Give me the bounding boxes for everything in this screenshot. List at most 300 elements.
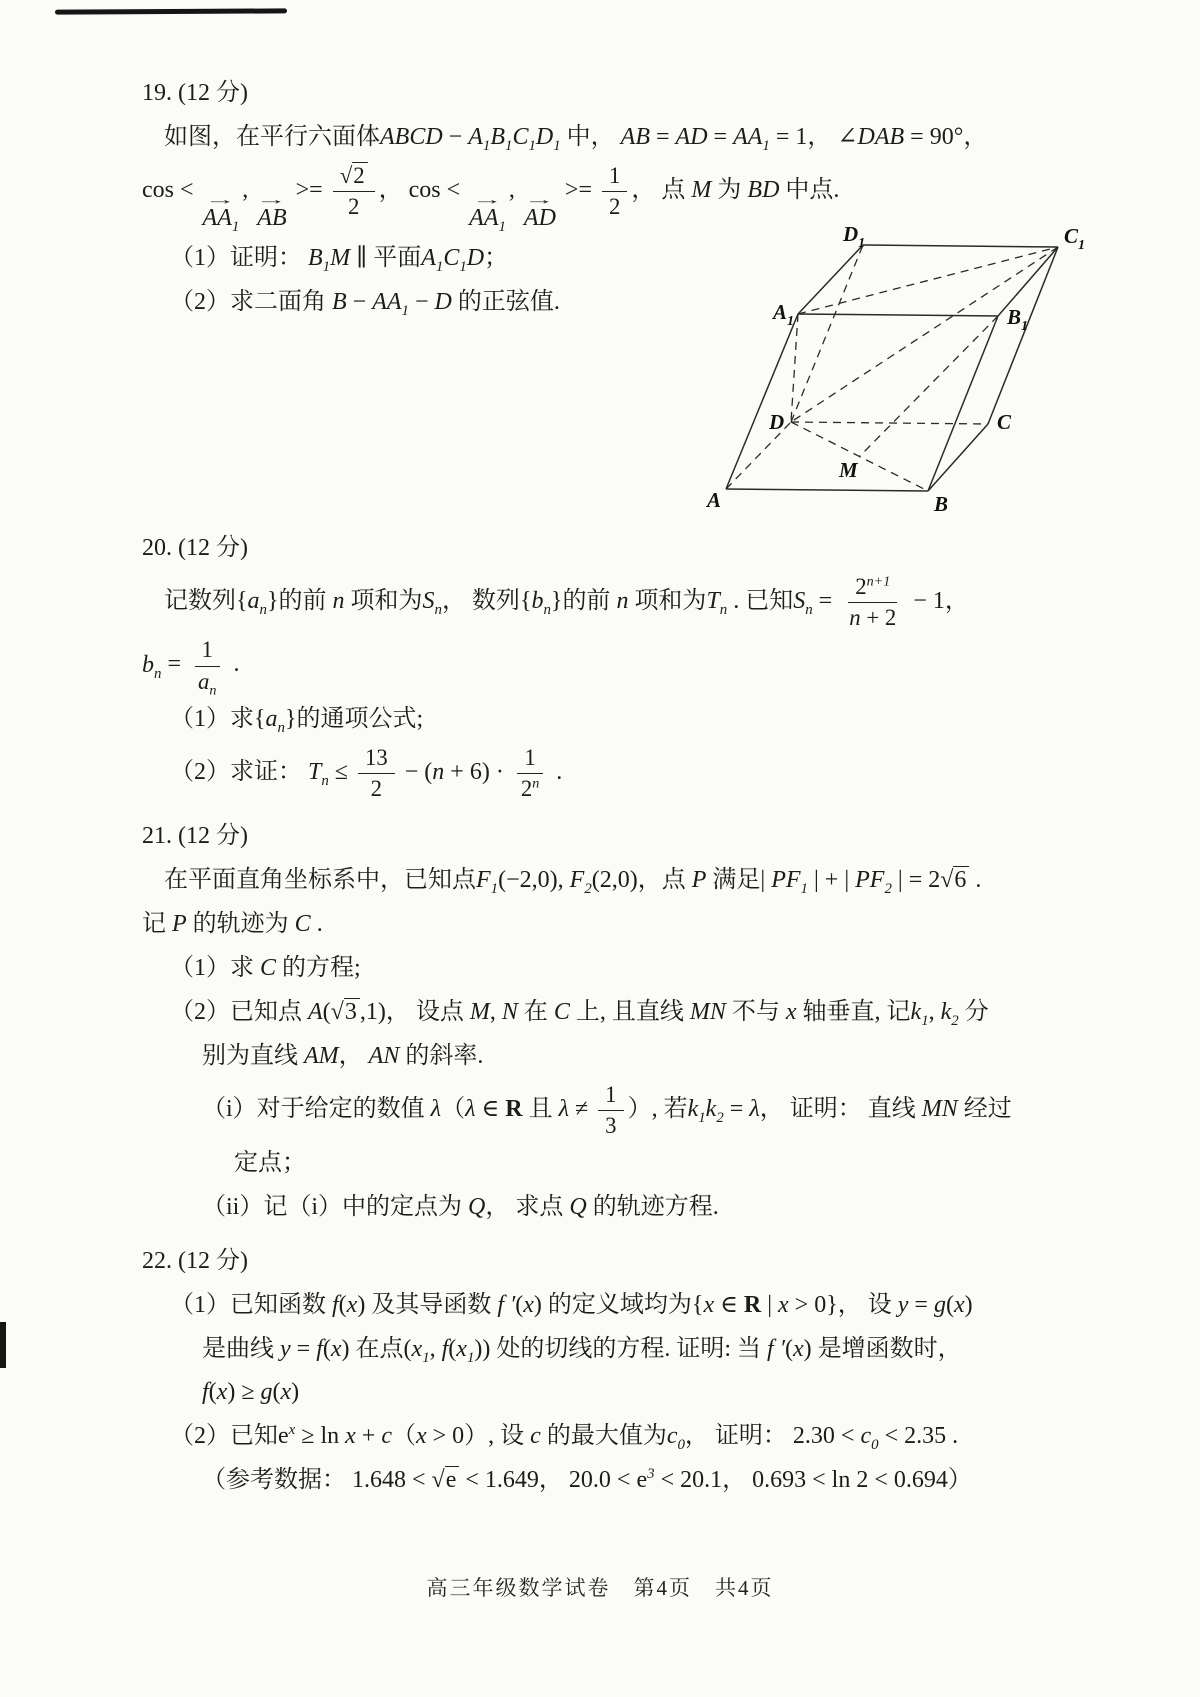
vector-body (469, 205, 506, 235)
figure-edge-B-C (928, 424, 988, 491)
p21-question-1 (142, 947, 1108, 991)
subscript: 2 (716, 1109, 724, 1126)
math-run: c (530, 1423, 541, 1450)
subscript: n (277, 719, 285, 736)
text-run: 处的切线的方程. 证明: 当 (490, 1335, 768, 1362)
radicand: 6 (953, 866, 969, 893)
subscript: 1 (401, 302, 409, 319)
denominator (341, 192, 366, 220)
math-roman-run: 20.0 < (568, 1467, 637, 1494)
text-run: ， 设点 (385, 998, 470, 1025)
math-subscripted: $k_2$ (940, 998, 959, 1029)
math-run: AN (368, 1042, 400, 1069)
math-subscripted: $PF_2$ (855, 866, 892, 897)
footer-text: 高三年级数学试卷 第4页 共4页 (426, 1576, 774, 1600)
math-roman-run: 2.30 < (792, 1423, 861, 1450)
text-run: （2）已知 (170, 1423, 278, 1450)
text-run: . (310, 910, 323, 937)
math-subscripted: $b_n$ (531, 588, 551, 618)
subscript: 1 (490, 880, 499, 897)
math-roman-run: , (928, 998, 941, 1025)
math-roman-run: { (519, 588, 532, 615)
math-roman-run: ) (357, 1291, 366, 1318)
math-roman-run: , (489, 998, 502, 1025)
text-run: 的通项公式; (296, 705, 424, 732)
vector-arrow-icon: → (524, 192, 556, 208)
text-run: 的正弦值. (451, 288, 560, 315)
text-run: 分 (958, 998, 989, 1025)
p21-subquestion-i (142, 1079, 1108, 1142)
math-roman-run: . (550, 758, 563, 785)
vector-body (257, 206, 286, 230)
math-roman-run: >= (558, 177, 598, 204)
text-run: ， 证明： 直线 (759, 1095, 922, 1122)
math-roman-run: 0.693 < ln 2 < 0.694 (752, 1467, 948, 1494)
numerator (598, 1082, 623, 1111)
math-run: n (616, 588, 629, 615)
figure-edge-C1-D (791, 247, 1058, 422)
problem-21 (142, 815, 1108, 1230)
text-run: ）, 若 (627, 1095, 688, 1122)
text-run: 在平面直角坐标系中，已知点 (164, 866, 476, 893)
math-run: f ′ (767, 1335, 785, 1362)
vertex-label-C: C (997, 410, 1012, 435)
math-roman-run: + (355, 1423, 382, 1450)
math-roman-run: | (761, 1291, 779, 1318)
math-run: x (785, 998, 797, 1025)
problem-20-number: 20. (12 分) (142, 535, 248, 562)
math-run: AM (304, 1042, 339, 1069)
figure-edge-A-A1 (726, 314, 798, 489)
vertex-label-B: B (934, 492, 949, 517)
text-run: 的定义域均为 (541, 1291, 692, 1318)
math-run: M (469, 998, 490, 1025)
vertex-label-D: D (769, 410, 785, 435)
text-run: 在点 (349, 1335, 404, 1362)
math-subscripted: $k_2$ (705, 1095, 724, 1126)
text-run: ； (484, 245, 509, 272)
math-subscripted: $T_n$ (308, 758, 329, 789)
text-run: 的斜率. (399, 1042, 484, 1069)
p19-question-1 (142, 237, 560, 281)
math-run: AB (620, 123, 650, 150)
square-root (940, 866, 969, 893)
math-subscripted: $AA_1$ (202, 205, 240, 235)
vertex-label-C1: $C_1$ (1064, 224, 1086, 254)
figure-edge-A1-B1 (798, 314, 998, 316)
problem-19-number: 19. (12 分) (142, 80, 248, 106)
p21-subquestion-i-cont (142, 1142, 1108, 1186)
math-roman-run: ∥ (350, 245, 374, 272)
text-run: 不与 (725, 998, 786, 1025)
subscript: n (259, 601, 267, 618)
math-roman-run: . (969, 866, 982, 893)
problem-19 (142, 72, 1108, 517)
subscript: 1 (231, 218, 240, 235)
math-run: D (466, 245, 485, 272)
figure-edge-A-B (726, 489, 928, 491)
math-subscripted: $C_1$ (512, 123, 536, 154)
subscript: 1 (422, 1349, 430, 1366)
vector-arrow-icon: → (471, 192, 504, 208)
math-roman-run: + 6) · (444, 758, 510, 785)
math-roman-run: ( (338, 1291, 347, 1318)
p19-question-2 (142, 281, 560, 325)
math-roman-run: ∈ (714, 1291, 744, 1318)
math-run: f (202, 1379, 209, 1406)
parallelepiped-figure (691, 217, 1106, 517)
p21-subquestion-ii (142, 1186, 1108, 1230)
text-run: （2）求二面角 (170, 288, 332, 315)
text-run: 在 (517, 998, 554, 1025)
math-superscripted: $2^{n+1}$ (855, 573, 891, 599)
math-roman-run: 1 (605, 1081, 617, 1107)
math-subscripted: $AA_1$ (469, 205, 506, 235)
vector (202, 192, 240, 235)
text-run: 是曲线 (202, 1335, 280, 1362)
math-superscripted: 2$^n$ (520, 775, 540, 801)
problem-20 (142, 527, 1108, 805)
math-subscripted: $k_1$ (687, 1095, 706, 1126)
subscript: 1 (921, 1012, 929, 1029)
subscript: 1 (762, 137, 770, 154)
math-roman-run: 2 (609, 194, 621, 220)
math-roman-run: { (236, 588, 248, 615)
math-subscripted: $A_1$ (468, 123, 491, 154)
math-run: Q (468, 1193, 486, 1220)
subscript: 1 (459, 258, 467, 275)
p22-question-2 (142, 1415, 1108, 1459)
subscript: n (154, 665, 162, 682)
text-run: 的前 (278, 588, 333, 615)
text-run: （ii）记（i）中的定点为 (202, 1193, 469, 1220)
math-roman-run: (2,0) (591, 866, 638, 893)
p19-given-line-1 (142, 116, 1108, 160)
p21-given-line-2 (142, 903, 1108, 947)
math-roman-run: ( (272, 1379, 281, 1406)
text-run: （参考数据： (202, 1467, 352, 1494)
numerator (602, 163, 627, 192)
text-run: ， (378, 177, 409, 204)
math-run: Q (569, 1193, 587, 1220)
text-run: 别为直线 (202, 1042, 304, 1069)
math-roman-run: = (161, 651, 187, 678)
math-roman-run: = (707, 123, 734, 150)
vertex-label-A: A (707, 488, 722, 513)
math-roman-run: , (242, 177, 255, 204)
math-run: A (308, 998, 323, 1025)
math-roman-run: ∠ (837, 123, 858, 150)
math-roman-run: { (254, 705, 266, 732)
math-run: AD (523, 205, 556, 232)
math-roman-run: 1 (201, 637, 213, 663)
math-roman-run: } (284, 705, 297, 732)
text-run: 中， (560, 123, 621, 150)
text-run: 轴垂直, 记 (796, 998, 911, 1025)
numerator (333, 163, 375, 192)
math-roman-run: = (723, 1095, 750, 1122)
fraction (598, 1082, 623, 1139)
math-roman-run: | = 2 (891, 866, 941, 893)
fraction (602, 163, 627, 220)
radicand: 3 (344, 998, 360, 1025)
math-run: M (691, 177, 712, 204)
superscript: n (532, 775, 540, 792)
math-run: DAB (857, 123, 905, 150)
math-run: C (294, 910, 311, 937)
subscript: 1 (466, 1349, 475, 1366)
math-subscripted: $a_n$ (265, 705, 285, 736)
scan-artifact-top (55, 8, 287, 14)
vector-arrow-icon: → (256, 192, 288, 208)
square-root (432, 1466, 460, 1493)
math-run: f (332, 1291, 339, 1318)
vertex-label-B1: $B_1$ (1007, 305, 1029, 335)
math-roman-run: , (508, 177, 521, 204)
text-run: 是增函数时， (811, 1335, 962, 1362)
subscript: 0 (677, 1437, 685, 1454)
math-roman-run: < 2.35 (878, 1423, 947, 1450)
math-roman-run: ( (448, 1335, 457, 1362)
math-run: g (260, 1379, 273, 1406)
subscript: 1 (482, 137, 491, 154)
text-run: （ (391, 1423, 416, 1450)
text-run: 且 (522, 1095, 559, 1122)
fraction (333, 163, 375, 220)
subscript: 1 (498, 218, 506, 235)
text-run: ， (722, 1467, 753, 1494)
p21-question-2-line-1 (142, 991, 1108, 1035)
radicand: 2 (352, 162, 367, 188)
math-roman-run: − (408, 288, 435, 315)
math-subscripted: $c_0$ (860, 1423, 879, 1454)
math-run: P (172, 910, 187, 937)
text-run: 上, 且直线 (569, 998, 690, 1025)
math-run: AB (257, 205, 287, 232)
math-roman-run: = 1 (769, 123, 808, 150)
subscript: n (434, 601, 442, 618)
math-run: MN (921, 1095, 958, 1122)
math-roman-run: ≤ (328, 758, 354, 785)
math-roman-run: cos < (408, 177, 467, 204)
problem-22 (142, 1240, 1108, 1503)
vector-body (524, 206, 556, 230)
math-subscripted: $C_1$ (443, 245, 467, 275)
math-subscripted: $B_1$ (490, 123, 513, 154)
text-run: ，点 (637, 866, 692, 893)
math-roman-run: − ( (398, 758, 433, 785)
math-roman-run: = (908, 1291, 934, 1318)
text-run: ， (338, 1042, 369, 1069)
math-roman-run: )) (474, 1335, 491, 1362)
text-run: （1）求 (170, 954, 260, 981)
math-roman-run: ( (515, 1291, 524, 1318)
math-run: λ (465, 1095, 476, 1122)
math-run: M (330, 245, 351, 272)
subscript: 1 (698, 1109, 706, 1126)
math-run: x (792, 1335, 804, 1362)
p19-body-row (142, 222, 1108, 517)
text-run: 项和为 (628, 588, 707, 615)
math-run: λ (749, 1095, 760, 1122)
math-roman-run: < 1.649 (459, 1467, 539, 1494)
fraction (358, 745, 395, 802)
subscript: 1 (435, 258, 444, 275)
text-run: （i）对于给定的数值 (202, 1095, 431, 1122)
math-roman-run: ( (784, 1335, 793, 1362)
math-roman-run: ∈ (475, 1095, 506, 1122)
math-roman-run: 13 (364, 744, 388, 770)
text-run: 的前 (562, 588, 617, 615)
math-run: x (216, 1379, 228, 1406)
p22-question-1-line-3 (142, 1371, 1108, 1415)
math-roman-run: − 1 (907, 588, 945, 615)
math-superscripted: $e^x$ (278, 1422, 296, 1450)
math-roman-run: } (266, 588, 279, 615)
math-roman-run: 2 (370, 775, 383, 801)
text-run: 的最大值为 (540, 1423, 667, 1450)
math-subscripted: $F_2$ (569, 866, 592, 897)
scan-artifact-left (0, 1322, 6, 1368)
text-run: 中点. (779, 177, 840, 204)
text-run: 满足 (706, 866, 761, 893)
subscript: 1 (528, 137, 536, 154)
p20-question-1 (142, 698, 1108, 742)
subscript: 1 (800, 880, 808, 897)
math-roman-run: 1 (524, 744, 536, 770)
math-roman-run: | + | (807, 866, 856, 893)
math-roman-run: > 0} (788, 1291, 838, 1318)
math-subscripted: $k_1$ (910, 998, 929, 1029)
math-roman-run: > 0 (426, 1423, 465, 1450)
radical-sign: √ (431, 1467, 445, 1494)
problem-21-number: 21. (12 分) (142, 823, 248, 850)
math-roman-run: − (346, 288, 373, 315)
numerator (517, 745, 542, 774)
math-subscripted: $D_1$ (535, 123, 561, 154)
text-run: 项和为 (344, 588, 423, 615)
denominator (842, 603, 903, 631)
figure-edge-D-C (791, 422, 988, 424)
math-roman-run: . (227, 651, 240, 678)
vector (469, 192, 506, 235)
math-superscripted: $e^3$ (636, 1466, 655, 1494)
math-run: f (441, 1335, 449, 1362)
math-roman-run: , (429, 1335, 442, 1362)
vector (524, 193, 556, 230)
math-roman-run: 1.648 < (352, 1467, 432, 1494)
math-roman-run: < 20.1 (654, 1467, 723, 1494)
math-run: x (523, 1291, 534, 1318)
math-roman-run: } (550, 588, 563, 615)
page-footer (0, 1572, 1200, 1602)
math-subscripted: $b_n$ (142, 651, 162, 682)
math-run: MN (689, 998, 726, 1025)
math-roman-run: ( (945, 1291, 954, 1318)
p20-given-line-1 (142, 571, 1108, 634)
math-roman-run: ( (322, 998, 331, 1025)
vector-body (202, 205, 240, 235)
numerator (195, 637, 220, 666)
math-roman-run: ≠ (569, 1095, 595, 1122)
text-run: （1）证明： (170, 245, 308, 272)
math-roman-run: ( (403, 1335, 412, 1362)
square-root (340, 162, 368, 188)
text-run: （1）求 (170, 705, 254, 732)
math-run: λ (430, 1095, 442, 1122)
math-subscripted: $a_n$ (247, 588, 267, 618)
subscript: n (543, 601, 551, 618)
text-run: 及其导函数 (365, 1291, 498, 1318)
math-subscripted: $T_n$ (706, 588, 728, 618)
text-run: （2）已知点 (170, 998, 308, 1025)
p21-given-line-1 (142, 859, 1108, 903)
denominator (602, 192, 627, 220)
text-run: 的方程; (276, 954, 361, 981)
math-run: f ′ (497, 1291, 516, 1318)
text-run: ， (944, 588, 969, 615)
math-run: x (280, 1379, 292, 1406)
subscript: n (805, 601, 813, 618)
math-run: C (553, 998, 570, 1025)
p22-question-1-line-2 (142, 1328, 1108, 1372)
figure-edge-D-D1 (791, 245, 863, 422)
math-run: ABCD (380, 123, 443, 150)
math-run: y (280, 1335, 291, 1362)
text-run: 记 (142, 910, 172, 937)
math-run: BD (747, 177, 780, 204)
figure-edge-A1-C1 (798, 247, 1058, 314)
figure-edge-C-C1 (988, 247, 1058, 424)
math-run: x (415, 1423, 427, 1450)
text-run: . 已知 (727, 588, 794, 615)
p22-reference-data (142, 1459, 1108, 1503)
math-bold-run: R (743, 1291, 762, 1318)
superscript: x (288, 1422, 296, 1439)
math-roman-run: ( (208, 1379, 217, 1406)
text-run: ， 证明： (684, 1423, 793, 1450)
math-run: B (332, 288, 347, 315)
math-subscripted: $S_n$ (793, 588, 813, 618)
vertex-label-D1: $D_1$ (843, 222, 866, 252)
radical-sign: √ (339, 162, 353, 188)
subscript: n (719, 601, 728, 618)
math-subscripted: $AA_1$ (733, 123, 770, 154)
math-run: c (381, 1423, 392, 1450)
math-subscripted: $AA_1$ (372, 288, 409, 319)
text-run: （1）已知函数 (170, 1291, 332, 1318)
subscript: 2 (951, 1012, 959, 1029)
superscript: 3 (647, 1466, 655, 1483)
text-run: 记数列 (164, 588, 236, 615)
denominator (191, 667, 223, 699)
math-roman-run: ) (291, 1379, 300, 1406)
text-run: ， (538, 1467, 569, 1494)
radical-sign: √ (940, 866, 954, 893)
math-roman-run: ) (533, 1291, 542, 1318)
math-bold-run: R (505, 1095, 523, 1122)
vertex-label-A1: $A_1$ (773, 300, 795, 330)
p20-given-line-2 (142, 634, 1108, 697)
text-run: ， 求点 (485, 1193, 570, 1220)
math-roman-run: { (691, 1291, 704, 1318)
text-run: 定点； (234, 1149, 306, 1176)
subscript: 1 (553, 137, 561, 154)
subscript: 2 (584, 880, 592, 897)
math-subscripted: $x_1$ (456, 1335, 475, 1366)
vertex-label-M: M (839, 458, 858, 483)
math-roman-run: 1 (609, 162, 621, 188)
